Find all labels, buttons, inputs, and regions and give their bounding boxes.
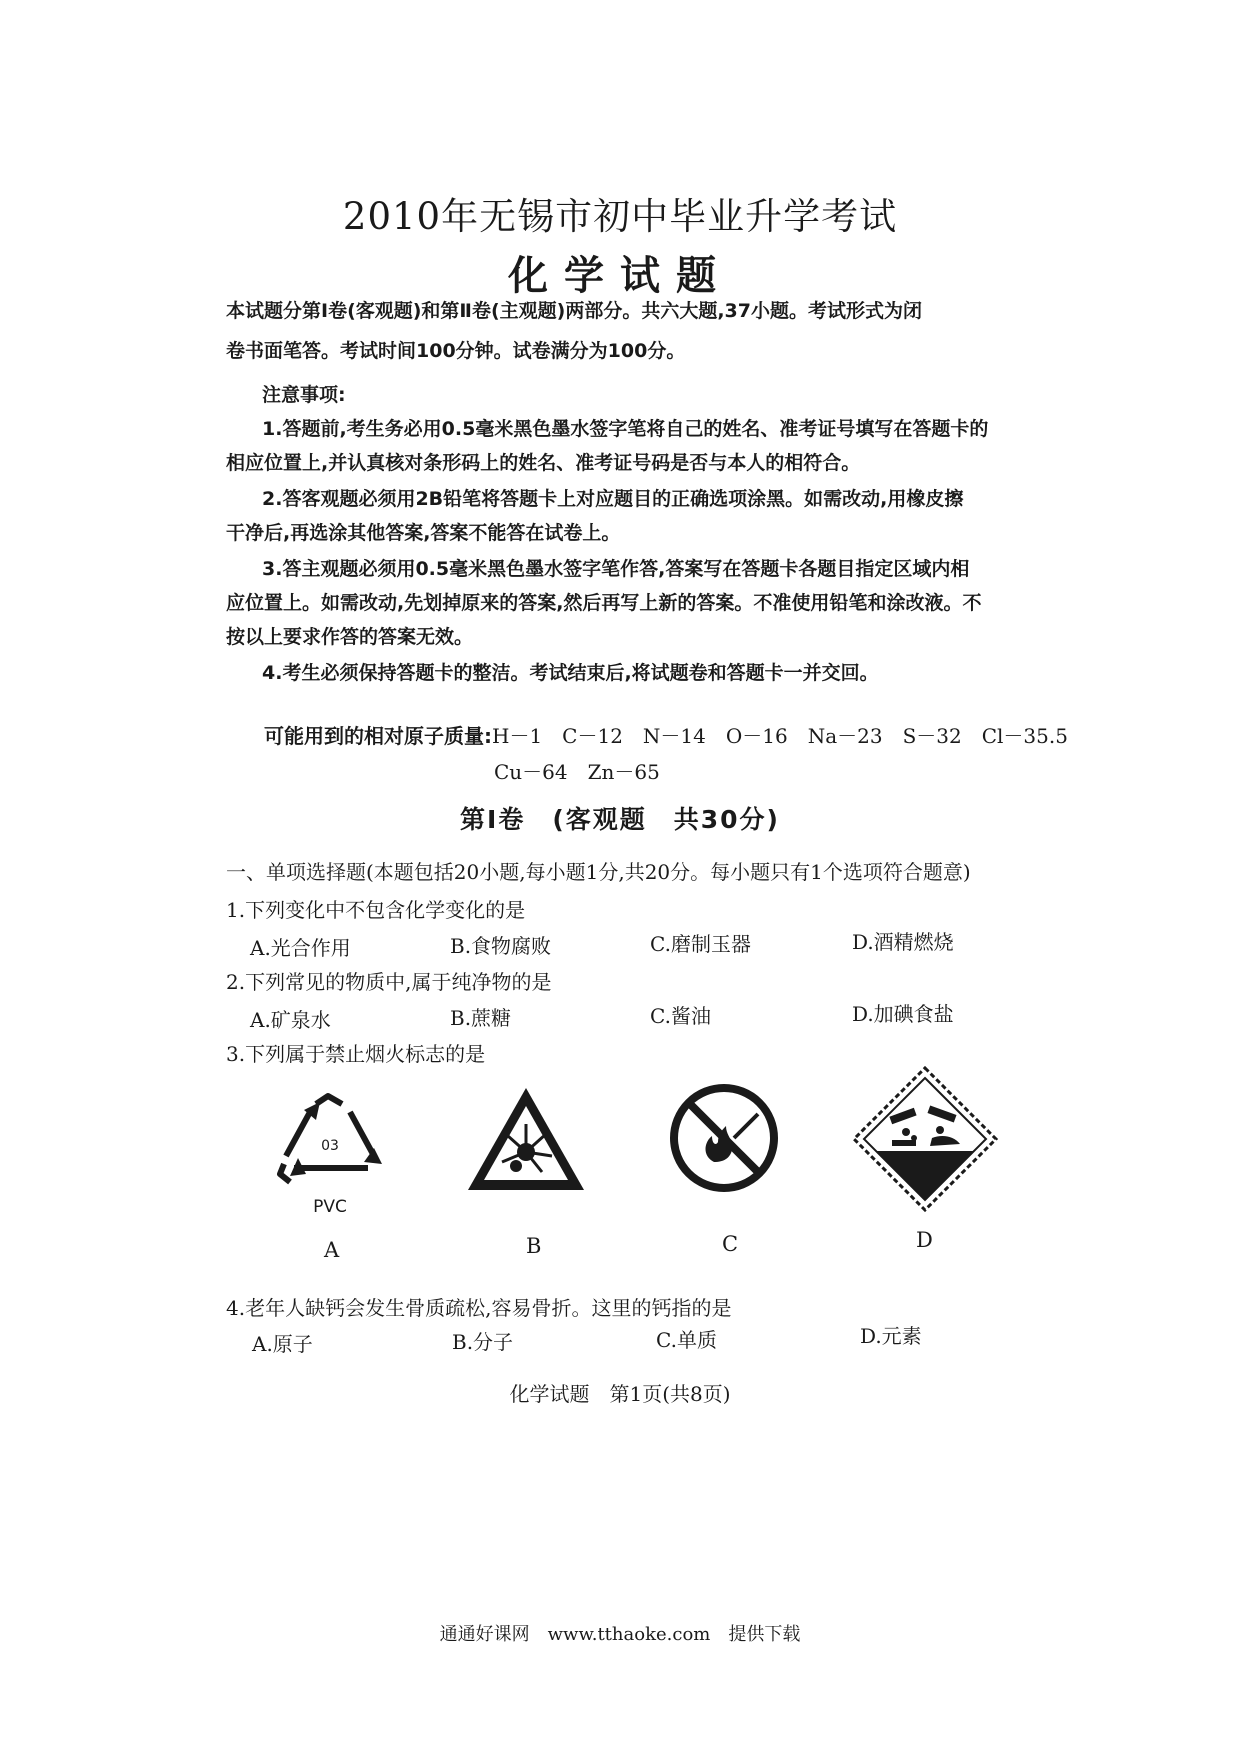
corrosive-warning-icon (850, 1064, 1000, 1214)
question-3-option-a: A (324, 1238, 340, 1262)
question-4-option-b: B.分子 (452, 1330, 514, 1354)
note-1-line-2: 相应位置上,并认真核对条形码上的姓名、准考证号码是否与本人的相符合。 (226, 452, 861, 474)
question-1-stem: 1.下列变化中不包含化学变化的是 (226, 898, 526, 922)
question-3-option-b: B (526, 1234, 542, 1258)
question-2-option-d: D.加碘食盐 (852, 1002, 954, 1026)
note-1-line-1: 1.答题前,考生务必用0.5毫米黑色墨水签字笔将自己的姓名、准考证号填写在答题卡的 (262, 418, 989, 440)
question-4-option-d: D.元素 (860, 1324, 922, 1348)
recycle-code: 03 (321, 1138, 339, 1154)
note-2-line-2: 干净后,再选涂其他答案,答案不能答在试卷上。 (226, 522, 621, 544)
question-3-option-c: C (722, 1232, 739, 1256)
intro-line-2: 卷书面笔答。考试时间100分钟。试卷满分为100分。 (226, 340, 686, 362)
note-2-line-1: 2.答客观题必须用2B铅笔将答题卡上对应题目的正确选项涂黑。如需改动,用橡皮擦 (262, 488, 964, 510)
atomic-mass-line-2: Cu－64 Zn－65 (494, 760, 660, 784)
note-3-line-1: 3.答主观题必须用0.5毫米黑色墨水签字笔作答,答案写在答题卡各题目指定区域内相 (262, 558, 970, 580)
note-3-line-2: 应位置上。如需改动,先划掉原来的答案,然后再写上新的答案。不准使用铅笔和涂改液。不 (226, 592, 982, 614)
question-2-option-a: A.矿泉水 (250, 1008, 331, 1032)
question-2-option-c: C.酱油 (650, 1004, 711, 1028)
page-footer: 化学试题 第1页(共8页) (509, 1382, 731, 1406)
note-4: 4.考生必须保持答题卡的整洁。考试结束后,将试题卷和答题卡一并交回。 (262, 662, 879, 684)
download-credit: 通通好课网 www.tthaoke.com 提供下载 (439, 1624, 801, 1645)
notes-heading: 注意事项: (262, 384, 346, 406)
part-one-heading: 一、单项选择题(本题包括20小题,每小题1分,共20分。每小题只有1个选项符合题意) (226, 860, 971, 884)
question-2-option-b: B.蔗糖 (450, 1006, 512, 1030)
atomic-mass-values: H－1 C－12 N－14 O－16 Na－23 S－32 Cl－35.5 (492, 724, 1068, 748)
exam-title: 2010年无锡市初中毕业升学考试 (342, 195, 898, 238)
recycle-label: PVC (313, 1197, 347, 1217)
atomic-mass-line-1 (264, 720, 1068, 749)
intro-line-1: 本试题分第Ⅰ卷(客观题)和第Ⅱ卷(主观题)两部分。共六大题,37小题。考试形式为闭 (226, 300, 922, 322)
question-2-stem: 2.下列常见的物质中,属于纯净物的是 (226, 970, 552, 994)
question-4-stem: 4.老年人缺钙会发生骨质疏松,容易骨折。这里的钙指的是 (226, 1296, 732, 1320)
question-3-stem: 3.下列属于禁止烟火标志的是 (226, 1042, 486, 1066)
question-4-option-a: A.原子 (252, 1332, 313, 1356)
question-4-option-c: C.单质 (656, 1328, 717, 1352)
recycling-pvc-icon (270, 1090, 390, 1230)
explosive-warning-icon (464, 1084, 588, 1196)
note-3-line-3: 按以上要求作答的答案无效。 (226, 626, 474, 648)
question-1-option-d: D.酒精燃烧 (852, 930, 954, 954)
question-1-option-c: C.磨制玉器 (650, 932, 751, 956)
section-title: 第Ⅰ卷 (客观题 共30分) (460, 805, 780, 834)
question-1-option-a: A.光合作用 (250, 936, 351, 960)
no-fire-icon (666, 1080, 782, 1196)
exam-subtitle: 化学试题 (508, 253, 732, 299)
question-1-option-b: B.食物腐败 (450, 934, 552, 958)
atomic-mass-label: 可能用到的相对原子质量: (264, 724, 492, 748)
question-3-option-d: D (916, 1228, 933, 1252)
